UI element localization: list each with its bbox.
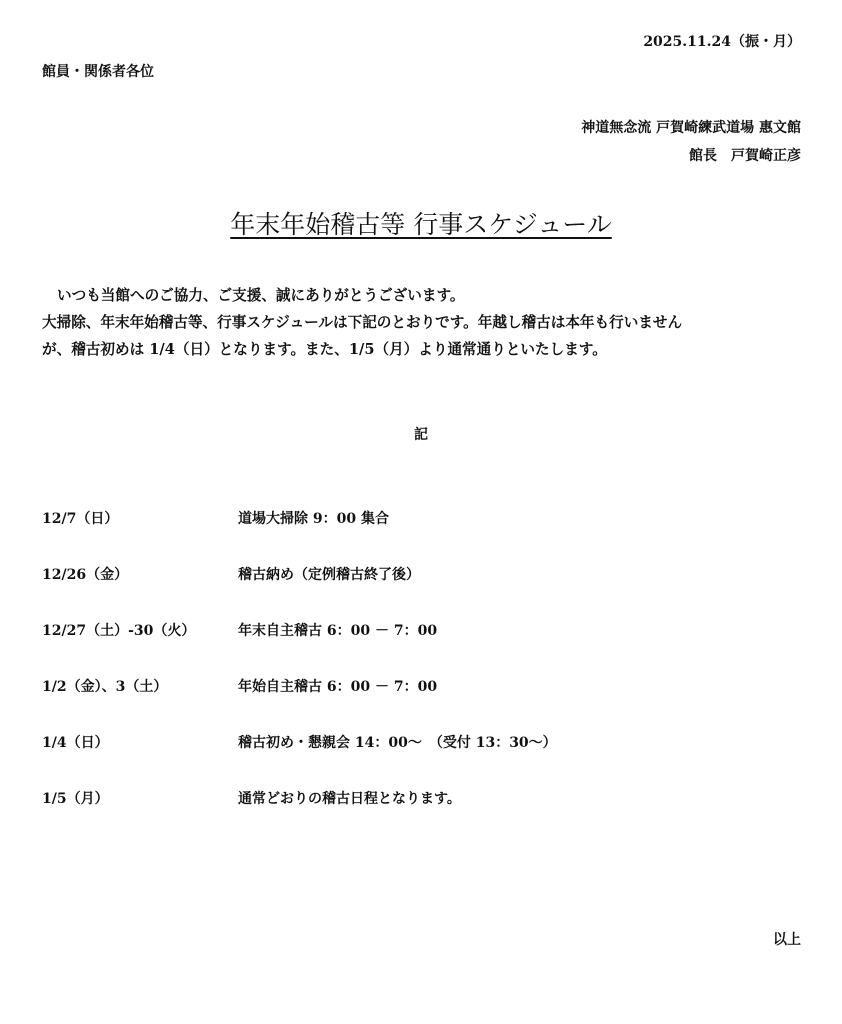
schedule-item [42,676,802,732]
schedule-event: 道場大掃除 9：00 集合 [238,511,389,527]
schedule-date: 1/4（日） [42,735,109,751]
document-date: 2025.11.24（振・月） [643,34,801,50]
schedule-event: 稽古初め・懇親会 14：00～ （受付 13：30～） [238,735,557,751]
body-line-greeting: いつも当館へのご協力、ご支援、誠にありがとうございます。 [57,287,465,304]
schedule-date: 12/26（金） [42,567,129,583]
ki-heading: 記 [414,427,428,443]
schedule-item [42,508,802,564]
document-title [0,205,842,241]
schedule-event: 年末自主稽古 6：00 － 7：00 [238,623,438,639]
closing-mark: 以上 [773,932,801,948]
document-title-text: 年末年始稽古等 行事スケジュール [230,210,612,239]
sender-director: 館長 戸賀崎正彦 [689,148,801,164]
schedule-list [42,508,802,844]
recipient-line: 館員・関係者各位 [42,64,154,80]
schedule-event: 通常どおりの稽古日程となります。 [238,791,461,807]
schedule-event: 年始自主稽古 6：00 － 7：00 [238,679,438,695]
schedule-date: 1/5（月） [42,791,109,807]
body-line-schedule-note: が、稽古初めは 1/4（日）となります。また、1/5（月）より通常通りといたします。 [42,341,607,358]
body-line-schedule-intro: 大掃除、年末年始稽古等、行事スケジュールは下記のとおりです。年越し稽古は本年も行いません [42,314,683,331]
schedule-item [42,564,802,620]
schedule-item [42,788,802,844]
sender-organization: 神道無念流 戸賀崎練武道場 惠文館 [581,120,801,136]
body-text [42,282,802,363]
schedule-event: 稽古納め（定例稽古終了後） [238,567,420,583]
schedule-date: 12/7（日） [42,511,119,527]
schedule-date: 12/27（土）-30（火） [42,623,196,639]
schedule-date: 1/2（金）、3（土） [42,679,168,695]
schedule-item [42,732,802,788]
schedule-item [42,620,802,676]
